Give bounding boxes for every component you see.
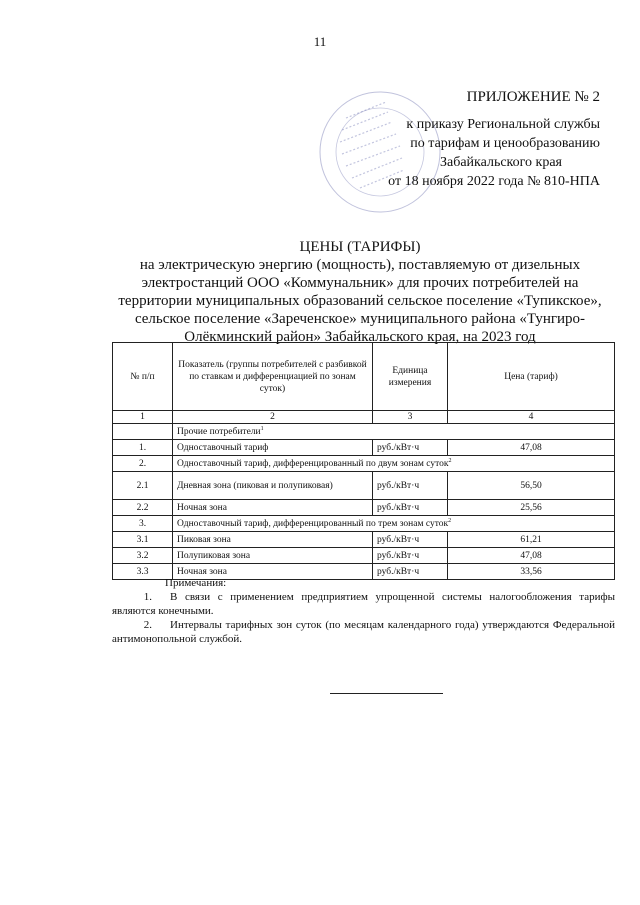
footnote-mark: 1 <box>260 425 264 432</box>
row-unit: руб./кВт·ч <box>373 440 448 456</box>
column-number: 4 <box>448 411 615 424</box>
document-heading <box>110 238 610 346</box>
row-name: Ночная зона <box>173 500 373 516</box>
header-cell: № п/п <box>113 343 173 411</box>
page-number: 11 <box>313 34 327 49</box>
tariff-table <box>112 342 615 580</box>
row-price: 47,08 <box>448 548 615 564</box>
row-number: 2. <box>113 456 173 472</box>
table-row <box>113 440 615 456</box>
group-label: Прочие потребители <box>177 427 261 438</box>
row-unit: руб./кВт·ч <box>373 532 448 548</box>
footnote-mark: 2 <box>448 517 452 524</box>
row-number: 3.1 <box>113 532 173 548</box>
row-unit: руб./кВт·ч <box>373 500 448 516</box>
row-name-text: Одноставочный тариф, дифференцированный по трем зонам суток <box>177 519 449 530</box>
notes-section <box>112 576 615 646</box>
appendix-title: ПРИЛОЖЕНИЕ № 2 <box>466 89 600 105</box>
heading-line: территории муниципальных образований сельское поселение «Тупикское», <box>118 293 602 309</box>
note-text: В связи с применением предприятием упрощенной системы налогообложения тарифы являются конечными. <box>112 591 615 617</box>
header-cell: Показатель (группы потребителей с разбивкой по ставкам и дифференциацией по зонам суток) <box>173 343 373 411</box>
row-name: Пиковая зона <box>173 532 373 548</box>
row-unit: руб./кВт·ч <box>373 472 448 500</box>
table-row <box>113 472 615 500</box>
row-name: Ночная зона <box>173 564 373 580</box>
group-consumers-cell <box>173 424 615 440</box>
row-unit: руб./кВт·ч <box>373 564 448 580</box>
row-unit: руб./кВт·ч <box>373 548 448 564</box>
row-number: 3.2 <box>113 548 173 564</box>
row-price: 61,21 <box>448 532 615 548</box>
row-name: Дневная зона (пиковая и полупиковая) <box>173 472 373 500</box>
column-number: 1 <box>113 411 173 424</box>
appendix-line: по тарифам и ценообразованию <box>410 136 600 151</box>
note-text: Интервалы тарифных зон суток (по месяцам календарного года) утверждаются Федеральной антимонопольной службой. <box>112 619 615 645</box>
heading-line: сельское поселение «Зареченское» муниципального района «Тунгиро- <box>134 311 586 327</box>
header-cell: Цена (тариф) <box>448 343 615 411</box>
row-number: 3.3 <box>113 564 173 580</box>
table-row <box>113 548 615 564</box>
heading-line: на электрическую энергию (мощность), поставляемую от дизельных <box>139 257 581 273</box>
row-price: 25,56 <box>448 500 615 516</box>
row-price: 33,56 <box>448 564 615 580</box>
row-number: 2.1 <box>113 472 173 500</box>
note-item <box>112 618 615 646</box>
column-number: 2 <box>173 411 373 424</box>
column-number: 3 <box>373 411 448 424</box>
table-row <box>113 500 615 516</box>
row-price: 56,50 <box>448 472 615 500</box>
column-number-row <box>113 411 615 424</box>
row-name: Одноставочный тариф <box>173 440 373 456</box>
table-row <box>113 516 615 532</box>
table-row <box>113 532 615 548</box>
row-name <box>173 456 615 472</box>
footer-divider <box>330 693 443 694</box>
note-item <box>112 590 615 618</box>
appendix-line: Забайкальского края <box>439 155 562 170</box>
row-name-text: Одноставочный тариф, дифференцированный по двум зонам суток <box>177 459 449 470</box>
appendix-block <box>360 88 600 191</box>
table-header-row <box>113 343 615 411</box>
note-number: 2. <box>143 619 152 631</box>
row-number: 1. <box>113 440 173 456</box>
heading-line: Олёкминский район» Забайкальского края, на 2023 год <box>184 329 536 345</box>
notes-title: Примечания: <box>165 577 227 589</box>
footnote-mark: 2 <box>448 457 452 464</box>
heading-line: электростанций ООО «Коммунальник» для прочих потребителей на <box>141 275 579 291</box>
row-number: 3. <box>113 516 173 532</box>
table-row <box>113 424 615 440</box>
note-number: 1. <box>143 591 152 603</box>
appendix-line: к приказу Региональной службы <box>406 117 600 132</box>
row-name: Полупиковая зона <box>173 548 373 564</box>
table-row <box>113 456 615 472</box>
row-price: 47,08 <box>448 440 615 456</box>
row-number: 2.2 <box>113 500 173 516</box>
header-cell: Единица измерения <box>373 343 448 411</box>
heading-title: ЦЕНЫ (ТАРИФЫ) <box>299 239 421 255</box>
row-name <box>173 516 615 532</box>
appendix-line: от 18 ноября 2022 года № 810-НПА <box>388 174 600 189</box>
